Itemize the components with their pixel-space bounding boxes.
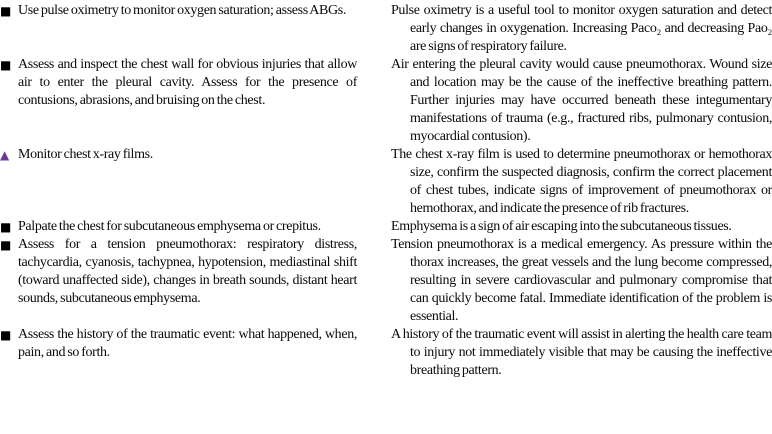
care-plan-row	[0, 326, 772, 380]
rationale-text: Pulse oximetry is a useful tool to monitor oxygen saturation and detect early changes in oxygenation. Increasing Paco₂ and decreasing Pao₂ are signs of respiratory failure.	[391, 3, 772, 54]
square-bullet-icon: ■	[0, 4, 12, 18]
care-plan-row	[0, 218, 772, 236]
rationale-text: The chest x-ray film is used to determine pneumothorax or hemothorax size, confirm the suspected diagnosis, confirm the correct placement of chest tubes, indicate signs of improvement of pneumothorax or hemothorax, and indicate the presence of rib fractures.	[391, 147, 772, 216]
intervention-text: Monitor chest x-ray films.	[18, 147, 153, 162]
intervention-text: Assess and inspect the chest wall for obvious injuries that allow air to enter the pleural cavity. Assess for the presence of contusions, abrasions, and bruising on the chest.	[18, 57, 357, 108]
triangle-bullet-icon: ▲	[0, 148, 10, 162]
intervention-text: Use pulse oximetry to monitor oxygen saturation; assess ABGs.	[18, 3, 347, 18]
intervention-item	[0, 56, 357, 110]
rationale-text: A history of the traumatic event will assist in alerting the health care team to injury not immediately visible that may be causing the ineffective breathing pattern.	[391, 327, 772, 378]
square-bullet-icon: ■	[0, 238, 12, 252]
intervention-item	[0, 218, 357, 236]
intervention-text: Palpate the chest for subcutaneous emphysema or crepitus.	[18, 219, 321, 234]
rationale-text: Emphysema is a sign of air escaping into the subcutaneous tissues.	[391, 219, 732, 234]
care-plan-row	[0, 2, 772, 56]
care-plan-row	[0, 56, 772, 146]
intervention-text: Assess the history of the traumatic event: what happened, when, pain, and so forth.	[18, 327, 357, 360]
intervention-item	[0, 146, 357, 164]
care-plan-row	[0, 146, 772, 218]
care-plan-row	[0, 236, 772, 326]
intervention-item	[0, 326, 357, 362]
rationale-text: Air entering the pleural cavity would cause pneumothorax. Wound size and location may be the cause of the ineffective breathing pattern. Further injuries may have occurred beneath these integumentary manifestations of trauma (e.g., fractured ribs, pulmonary contusion, myocardial contusion).	[391, 57, 772, 144]
intervention-item	[0, 236, 357, 308]
rationale-text: Tension pneumothorax is a medical emergency. As pressure within the thorax increases, the great vessels and the lung become compressed, resulting in severe cardiovascular and pulmonary compromise that can quickly become fatal. Immediate identification of the problem is essential.	[391, 237, 772, 324]
square-bullet-icon: ■	[0, 58, 12, 72]
square-bullet-icon: ■	[0, 328, 12, 342]
intervention-item	[0, 2, 357, 20]
square-bullet-icon: ■	[0, 220, 12, 234]
intervention-text: Assess for a tension pneumothorax: respiratory distress, tachycardia, cyanosis, tachypnea, hypotension, mediastinal shift (toward unaffected side), changes in breath sounds, distant heart sounds, subcutaneous emphysema.	[18, 237, 357, 306]
